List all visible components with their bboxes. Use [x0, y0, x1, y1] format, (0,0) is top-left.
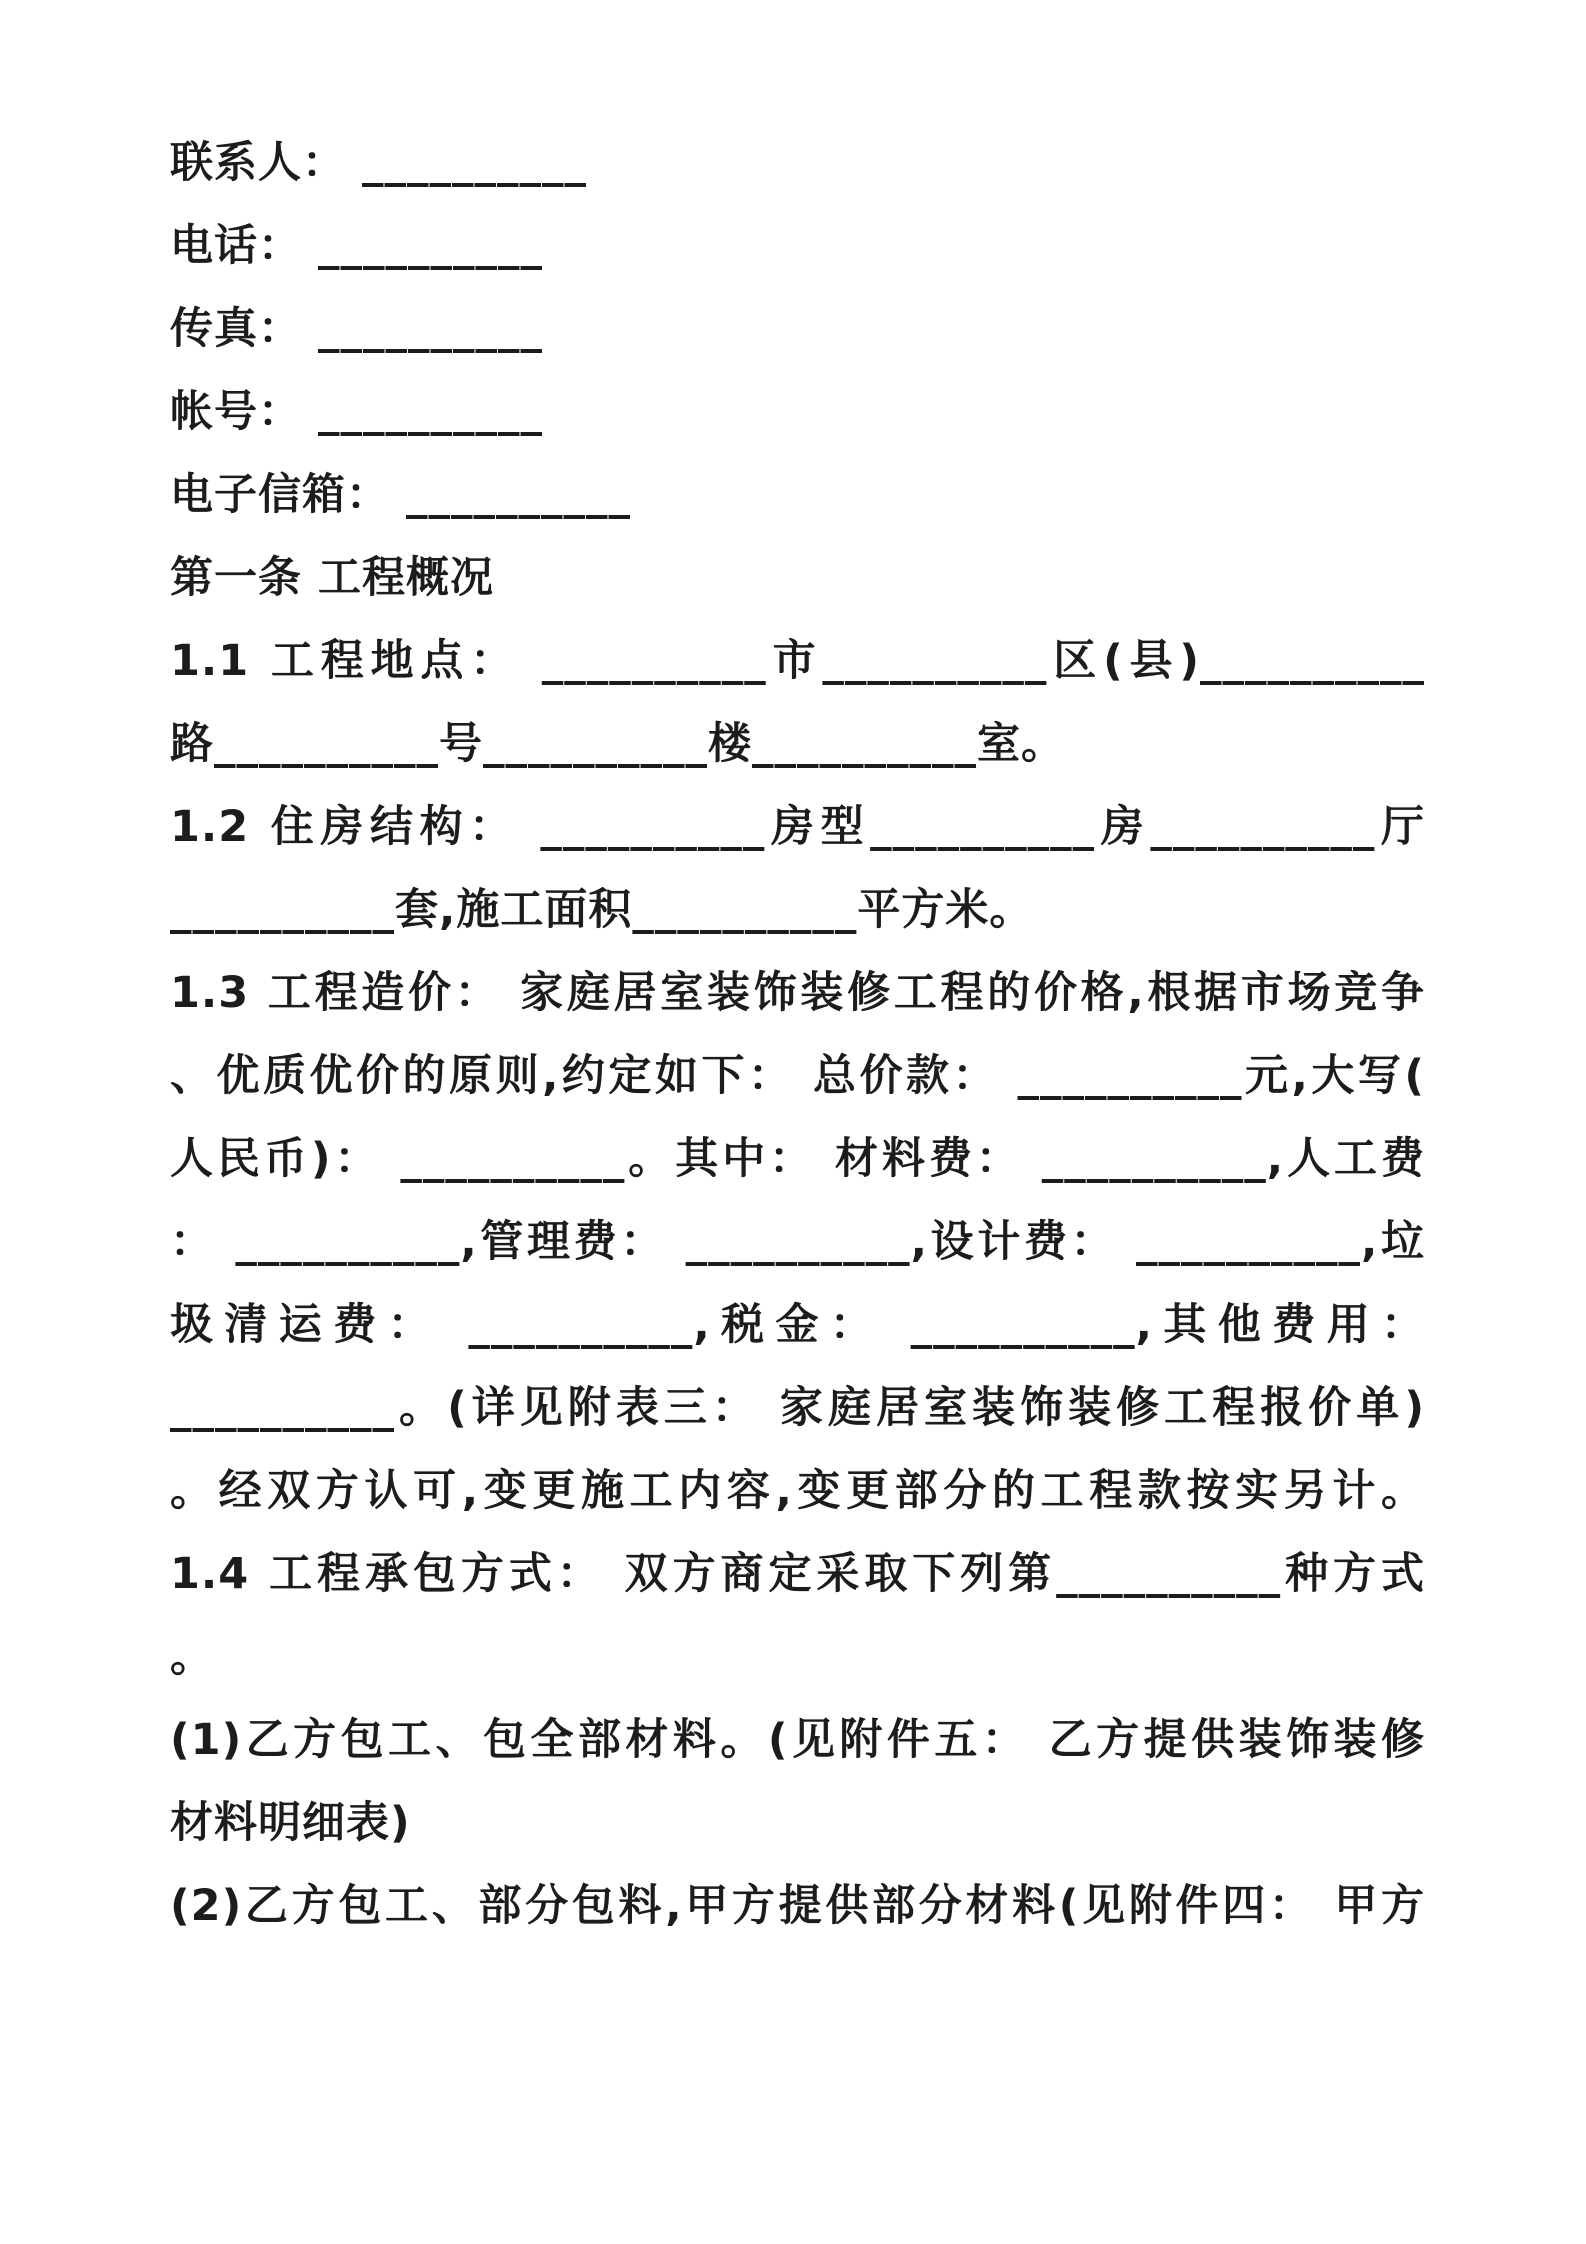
clause-1-2-structure-line-2: __________套,施工面积__________平方米。 — [170, 885, 1034, 935]
option-1-line-2: 材料明细表) — [170, 1798, 411, 1848]
clause-1-3-price-line-3: 人民币)： __________。其中： 材料费： __________,人工费 — [170, 1134, 1425, 1184]
option-2-line: (2)乙方包工、部分包料,甲方提供部分材料(见附件四： 甲方 — [170, 1881, 1425, 1931]
clause-1-3-price-line-2: 、优质优价的原则,约定如下： 总价款： __________元,大写( — [170, 1051, 1425, 1101]
clause-1-2-structure-line: 1.2 住房结构： __________房型__________房__________厅 — [170, 802, 1425, 852]
clause-1-4-contract-mode-line: 1.4 工程承包方式： 双方商定采取下列第__________种方式 — [170, 1549, 1425, 1599]
fax-line: 传真： __________ — [170, 304, 543, 354]
section-heading-article-1: 第一条 工程概况 — [170, 553, 494, 603]
contact-person-line: 联系人： __________ — [170, 138, 587, 188]
account-number-line: 帐号： __________ — [170, 387, 543, 437]
clause-1-1-location-line: 1.1 工程地点： __________市__________区(县)__________ — [170, 636, 1425, 686]
phone-line: 电话： __________ — [170, 221, 543, 271]
clause-1-3-price-line-4: ： __________,管理费： __________,设计费： __________,垃 — [170, 1217, 1425, 1267]
option-1-line: (1)乙方包工、包全部材料。(见附件五： 乙方提供装饰装修 — [170, 1715, 1425, 1765]
clause-1-3-price-line-5: 圾清运费： __________,税金： __________,其他费用： — [170, 1300, 1425, 1350]
clause-1-4-contract-mode-line-2: 。 — [170, 1632, 214, 1682]
clause-1-3-price-line-6: __________。(详见附表三： 家庭居室装饰装修工程报价单) — [170, 1383, 1425, 1433]
document-body — [170, 122, 1425, 1948]
email-line: 电子信箱： __________ — [170, 470, 631, 520]
clause-1-3-price-line-1: 1.3 工程造价： 家庭居室装饰装修工程的价格,根据市场竞争 — [170, 968, 1425, 1018]
clause-1-1-location-line-2: 路__________号__________楼__________室。 — [170, 719, 1065, 769]
clause-1-3-price-line-7: 。经双方认可,变更施工内容,变更部分的工程款按实另计。 — [170, 1466, 1425, 1516]
